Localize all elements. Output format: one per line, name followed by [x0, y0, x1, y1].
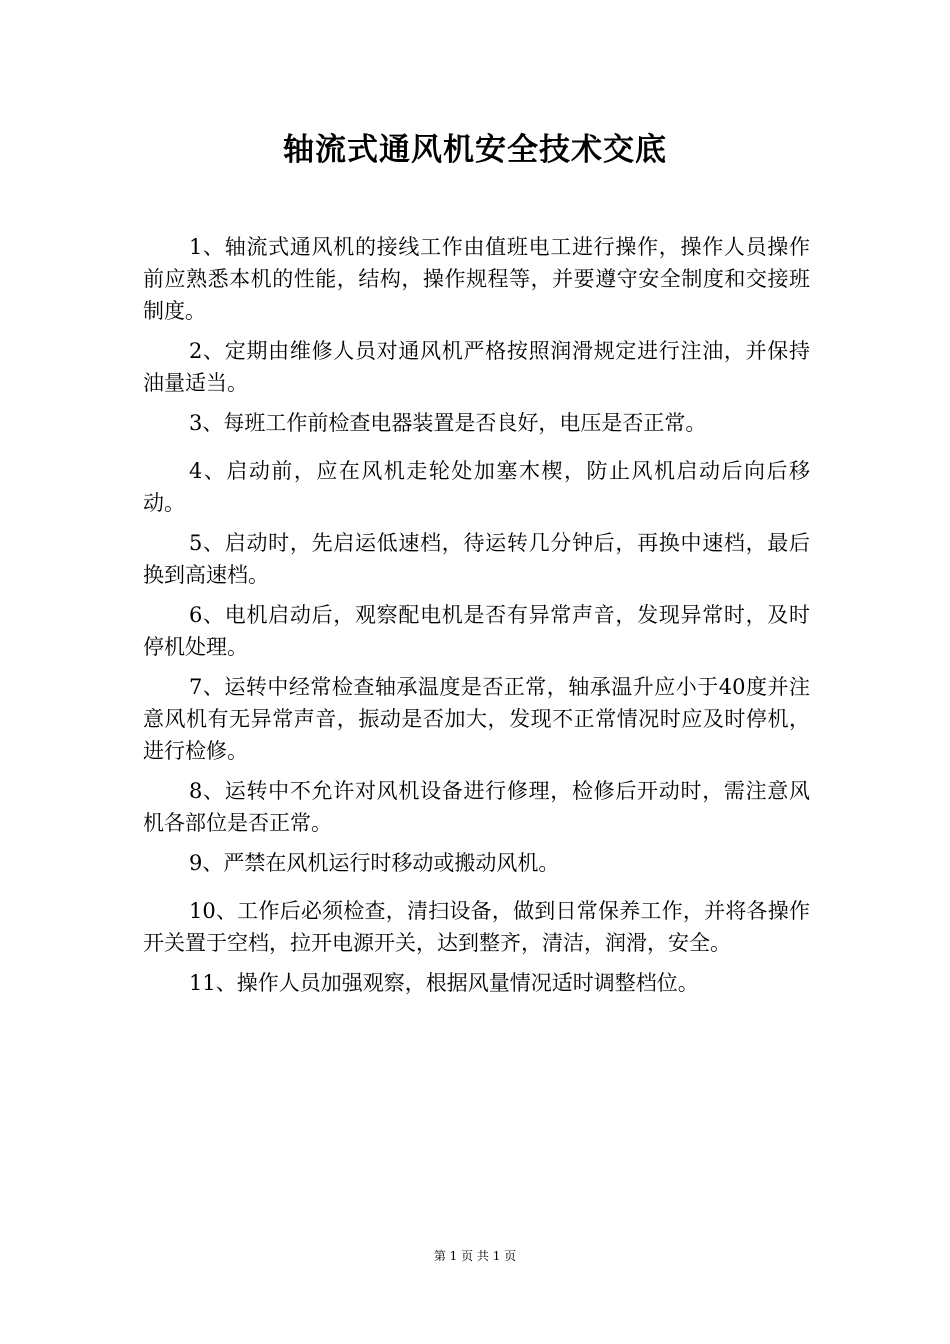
document-body	[143, 231, 810, 1007]
document-title: 轴流式通风机安全技术交底	[283, 132, 667, 168]
paragraph-3: 3、每班工作前检查电器装置是否良好，电压是否正常。	[189, 411, 707, 435]
page-footer: 第 1 页 共 1 页	[433, 1249, 517, 1263]
paragraph-4: 4、启动前，应在风机走轮处加塞木楔，防止风机启动后向后移动。	[143, 459, 810, 515]
paragraph-8: 8、运转中不允许对风机设备进行修理，检修后开动时，需注意风机各部位是否正常。	[143, 779, 810, 835]
paragraph-6: 6、电机启动后，观察配电机是否有异常声音，发现异常时，及时停机处理。	[143, 603, 810, 659]
paragraph-1: 1、轴流式通风机的接线工作由值班电工进行操作，操作人员操作前应熟悉本机的性能，结构，操作规程等，并要遵守安全制度和交接班制度。	[143, 235, 810, 323]
paragraph-10: 10、工作后必须检查，清扫设备，做到日常保养工作，并将各操作开关置于空档，拉开电源开关，达到整齐，清洁，润滑，安全。	[143, 899, 810, 955]
paragraph-5: 5、启动时，先启运低速档，待运转几分钟后，再换中速档，最后换到高速档。	[143, 531, 810, 587]
paragraph-9: 9、严禁在风机运行时移动或搬动风机。	[189, 851, 560, 875]
paragraph-2: 2、定期由维修人员对通风机严格按照润滑规定进行注油，并保持油量适当。	[143, 339, 810, 395]
paragraph-11: 11、操作人员加强观察，根据风量情况适时调整档位。	[189, 971, 699, 995]
paragraph-7: 7、运转中经常检查轴承温度是否正常，轴承温升应小于40度并注意风机有无异常声音，振动是否加大，发现不正常情况时应及时停机，进行检修。	[143, 675, 810, 763]
